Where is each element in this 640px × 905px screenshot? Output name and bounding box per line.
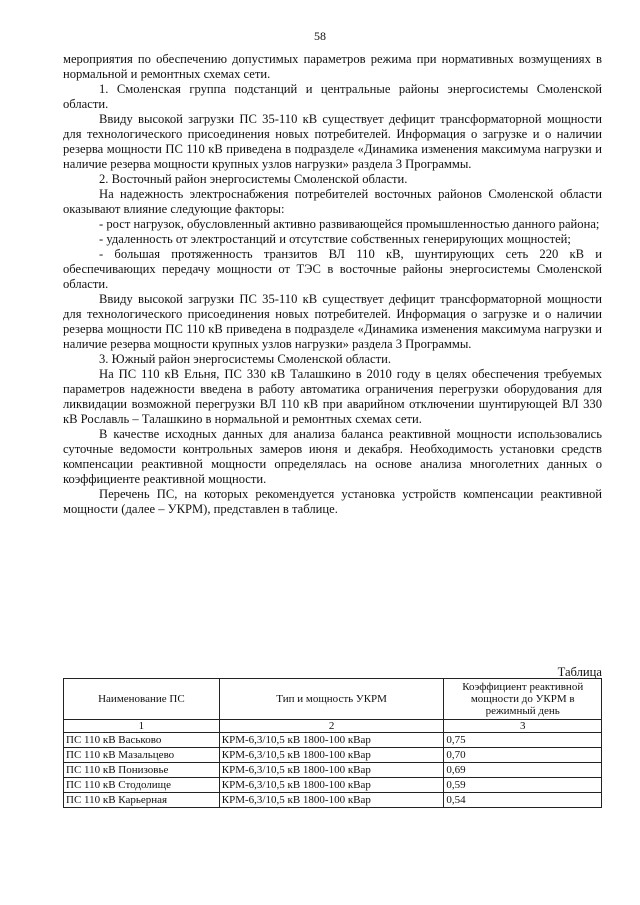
column-number: 3: [444, 720, 602, 733]
cell-substation: ПС 110 кВ Васьково: [64, 733, 220, 748]
cell-coefficient: 0,75: [444, 733, 602, 748]
paragraph: 1. Смоленская группа подстанций и центральные районы энергосистемы Смоленской области.: [63, 82, 602, 111]
cell-ukrm-type: КРМ-6,3/10,5 кВ 1800-100 кВар: [219, 733, 444, 748]
paragraph: На ПС 110 кВ Ельня, ПС 330 кВ Талашкино в 2010 году в целях обеспечения требуемых параметров надежности введена в работу автоматика ограничения перегрузки оборудования для ликвидации возможной перегрузки ВЛ 110 кВ при аварийном отключении шунтирующей ВЛ 330 кВ Рославль – Талашкино в нормальной и ремонтных схемах сети.: [63, 367, 602, 426]
table-row: [64, 763, 602, 778]
cell-ukrm-type: КРМ-6,3/10,5 кВ 1800-100 кВар: [219, 748, 444, 763]
page-number: 58: [314, 29, 326, 43]
paragraph: - удаленность от электростанций и отсутствие собственных генерирующих мощностей;: [99, 232, 571, 246]
column-number: 1: [64, 720, 220, 733]
paragraph: Ввиду высокой загрузки ПС 35-110 кВ существует дефицит трансформаторной мощности для технологического присоединения новых потребителей. Информация о загрузке и о наличии резерва мощности ПС 110 кВ приведена в подразделе «Динамика изменения максимума нагрузки и наличие резерва мощности крупных узлов нагрузки» раздела 3 Программы.: [63, 112, 602, 171]
table-column-number-row: [64, 720, 602, 733]
cell-coefficient: 0,69: [444, 763, 602, 778]
paragraph: мероприятия по обеспечению допустимых параметров режима при нормативных возмущениях в нормальной и ремонтных схемах сети.: [63, 52, 602, 81]
paragraph: 2. Восточный район энергосистемы Смоленской области.: [99, 172, 408, 186]
cell-substation: ПС 110 кВ Понизовье: [64, 763, 220, 778]
paragraph: - большая протяженность транзитов ВЛ 110 кВ, шунтирующих сеть 220 кВ и обеспечивающих передачу мощности от ТЭС в восточные районы энергосистемы Смоленской области.: [63, 247, 602, 291]
table-row: [64, 748, 602, 763]
body-text: [63, 52, 602, 517]
table-row: [64, 733, 602, 748]
column-number: 2: [219, 720, 444, 733]
paragraph: Перечень ПС, на которых рекомендуется установка устройств компенсации реактивной мощности (далее – УКРМ), представлен в таблице.: [63, 487, 602, 516]
paragraph: На надежность электроснабжения потребителей восточных районов Смоленской области оказывают влияние следующие факторы:: [63, 187, 602, 216]
header-ukrm-type: Тип и мощность УКРМ: [219, 679, 444, 720]
cell-coefficient: 0,54: [444, 793, 602, 808]
cell-coefficient: 0,70: [444, 748, 602, 763]
table-row: [64, 793, 602, 808]
table-header-row: [64, 679, 602, 720]
cell-coefficient: 0,59: [444, 778, 602, 793]
paragraph: В качестве исходных данных для анализа баланса реактивной мощности использовались суточные ведомости контрольных замеров июня и декабря. Необходимость установки средств компенсации реактивной мощности определялась на основе анализа многолетних данных о коэффициенте реактивной мощности.: [63, 427, 602, 486]
paragraph: - рост нагрузок, обусловленный активно развивающейся промышленностью данного района;: [99, 217, 600, 231]
header-reactive-coefficient: Коэффициент реактивной мощности до УКРМ в режимный день: [444, 679, 602, 720]
compensation-table: [63, 678, 602, 808]
cell-substation: ПС 110 кВ Карьерная: [64, 793, 220, 808]
paragraph: 3. Южный район энергосистемы Смоленской области.: [99, 352, 391, 366]
table-row: [64, 778, 602, 793]
table-caption: Таблица: [557, 665, 602, 679]
cell-substation: ПС 110 кВ Мазальцево: [64, 748, 220, 763]
cell-substation: ПС 110 кВ Стодолище: [64, 778, 220, 793]
cell-ukrm-type: КРМ-6,3/10,5 кВ 1800-100 кВар: [219, 763, 444, 778]
paragraph: Ввиду высокой загрузки ПС 35-110 кВ существует дефицит трансформаторной мощности для технологического присоединения новых потребителей. Информация о загрузке и о наличии резерва мощности ПС 110 кВ приведена в подразделе «Динамика изменения максимума нагрузки и наличие резерва мощности крупных узлов нагрузки» раздела 3 Программы.: [63, 292, 602, 351]
cell-ukrm-type: КРМ-6,3/10,5 кВ 1800-100 кВар: [219, 778, 444, 793]
cell-ukrm-type: КРМ-6,3/10,5 кВ 1800-100 кВар: [219, 793, 444, 808]
header-substation-name: Наименование ПС: [64, 679, 220, 720]
